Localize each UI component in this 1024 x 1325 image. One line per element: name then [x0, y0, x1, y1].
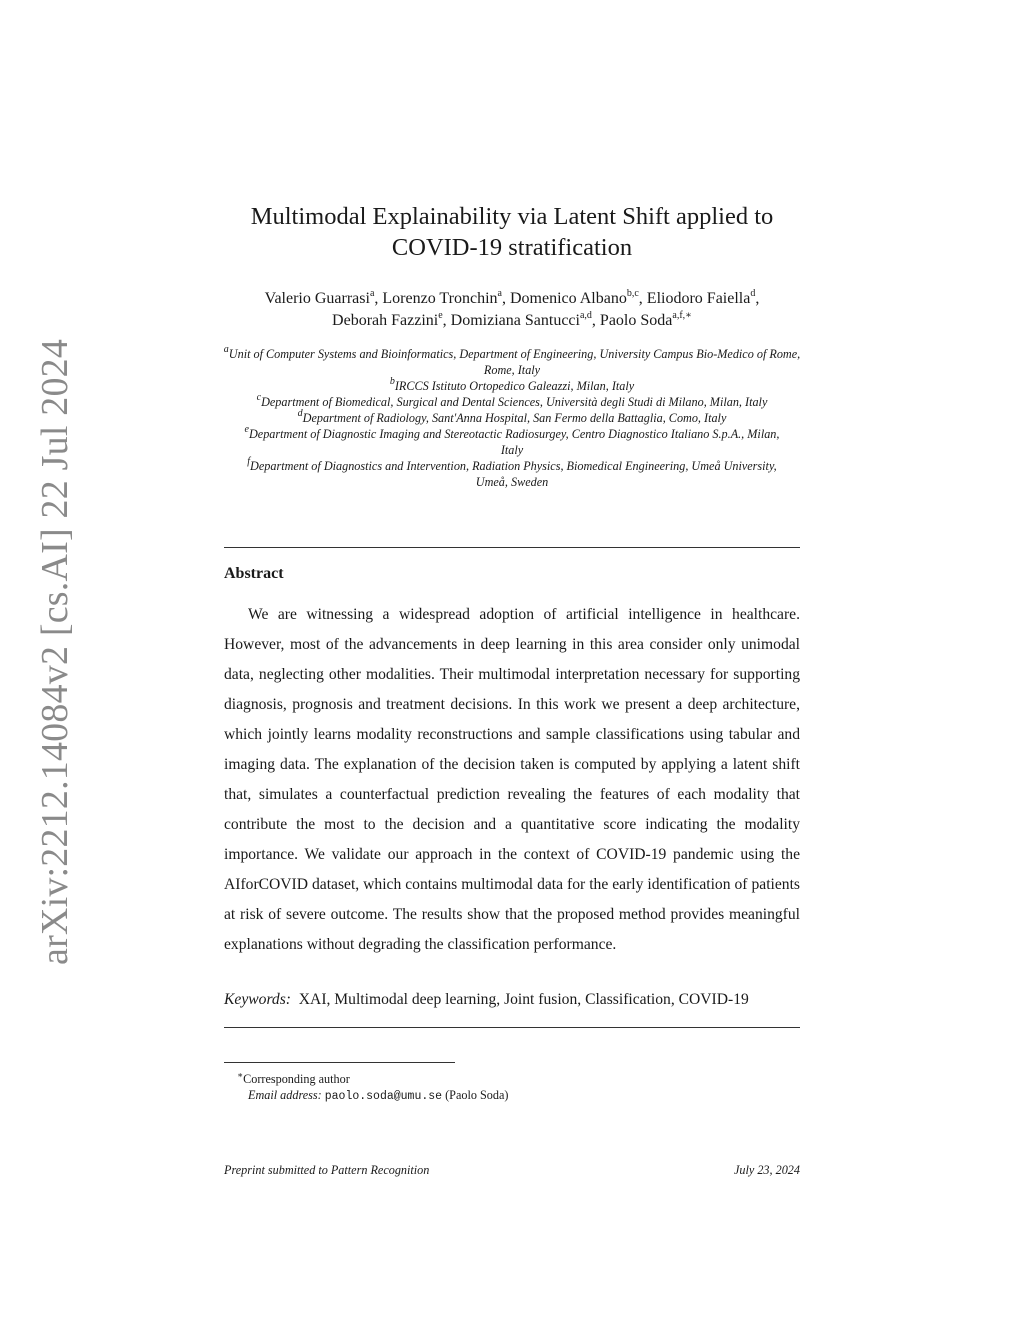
author-separator: , [638, 290, 647, 307]
author-affiliation-mark: b,c [626, 287, 639, 299]
paper-title [224, 201, 800, 263]
footnote-corresponding-text: Corresponding author [243, 1072, 350, 1087]
author-affiliation-mark: e [438, 309, 443, 321]
author-affiliation-mark: a [497, 287, 502, 299]
email-address-link[interactable]: paolo.soda@umu.se [324, 1090, 443, 1104]
footnote-mark: ∗ [237, 1070, 244, 1080]
arxiv-identifier-stamp: arXiv:2212.14084v2 [cs.AI] 22 Jul 2024 [34, 338, 76, 965]
author-line-2 [224, 310, 800, 332]
affiliation-mark: e [244, 423, 249, 435]
author-name: Domenico Albano [509, 290, 627, 307]
abstract-text: We are witnessing a widespread adoption of artificial intelligence in healthcare. However, most of the advancements in deep learning in this area consider only unimodal data, neglecting other modalities. Their multimodal interpretation necessary for supporting diagnosis, prognosis and treatment decisions. In this work we present a deep architecture, which jointly learns modality reconstructions and sample classifications using tabular and imaging data. The explanation of the decision taken is computed by applying a latent shift that, simulates a counterfactual prediction revealing the features of each modality that contribute the most to the decision and a quantitative score indicating the modality importance. We validate our approach in the context of COVID-19 pandemic using the AIforCOVID dataset, which contains multimodal data for the early identification of patients at risk of severe outcome. The results show that the proposed method provides meaningful explanations without degrading the classification performance. [224, 606, 800, 953]
author-affiliation-mark: a,f,∗ [672, 309, 692, 321]
affiliation-text: IRCCS Istituto Ortopedico Galeazzi, Milan, Italy [394, 379, 635, 393]
affiliation-mark: c [256, 391, 262, 403]
affiliation-item [214, 343, 810, 378]
affiliation-mark: b [389, 375, 395, 387]
affiliation-item [214, 455, 810, 490]
affiliation-mark: a [223, 343, 229, 355]
author-affiliation-mark: a,d [579, 309, 592, 321]
title-line-1: Multimodal Explainability via Latent Shift applied to [250, 203, 774, 230]
affiliation-list [214, 343, 810, 490]
keywords [224, 991, 800, 1009]
affiliation-mark: f [247, 455, 251, 467]
author-name: Valerio Guarrasi [264, 290, 370, 307]
author-line-1 [224, 288, 800, 310]
abstract-heading: Abstract [224, 565, 284, 582]
affiliation-text: Unit of Computer Systems and Bioinformatics, Department of Engineering, University Campus Bio-Medico of Rome, Rome, Italy [228, 347, 801, 377]
keywords-text: XAI, Multimodal deep learning, Joint fusion, Classification, COVID-19 [298, 991, 749, 1008]
author-separator: , [442, 312, 451, 329]
footer-date: July 23, 2024 [733, 1163, 800, 1177]
author-name: Domiziana Santucci [450, 312, 580, 329]
footnote [224, 1067, 508, 1105]
affiliation-item [214, 375, 810, 394]
affiliation-text: Department of Radiology, Sant'Anna Hospital, San Fermo della Battaglia, Como, Italy [302, 411, 727, 425]
author-separator: , [501, 290, 510, 307]
affiliation-item [214, 407, 810, 426]
author-separator: , [755, 290, 760, 307]
abstract-bottom-rule [224, 1027, 800, 1028]
author-separator: , [374, 290, 383, 307]
footnote-rule [224, 1062, 455, 1063]
email-label: Email address: [248, 1088, 322, 1103]
author-name: Lorenzo Tronchin [382, 290, 498, 307]
affiliation-text: Department of Biomedical, Surgical and Dental Sciences, Università degli Studi di Milano, Milan, Italy [261, 395, 768, 409]
affiliation-text: Department of Diagnostics and Intervention, Radiation Physics, Biomedical Engineering, Umeå University, Umeå, Sweden [250, 459, 777, 489]
author-name: Paolo Soda [599, 312, 673, 329]
author-affiliation-mark: d [750, 287, 756, 299]
keywords-label: Keywords: [224, 991, 291, 1008]
author-separator: , [591, 312, 600, 329]
footer-preprint-note: Preprint submitted to Pattern Recognition [224, 1163, 430, 1177]
footnote-corresponding [224, 1067, 508, 1087]
author-name: Deborah Fazzini [332, 312, 439, 329]
footnote-email-line [224, 1087, 508, 1105]
author-affiliation-mark: a [369, 287, 375, 299]
email-owner: (Paolo Soda) [445, 1088, 509, 1103]
author-name: Eliodoro Faiella [646, 290, 751, 307]
abstract-top-rule [224, 547, 800, 548]
affiliation-mark: d [297, 407, 303, 419]
affiliation-item [214, 391, 810, 410]
affiliation-item [214, 423, 810, 458]
title-line-2: COVID-19 stratification [391, 234, 633, 261]
affiliation-text: Department of Diagnostic Imaging and Stereotactic Radiosurgey, Centro Diagnostico Italiano S.p.A., Milan, Italy [249, 427, 780, 457]
author-list [224, 288, 800, 332]
